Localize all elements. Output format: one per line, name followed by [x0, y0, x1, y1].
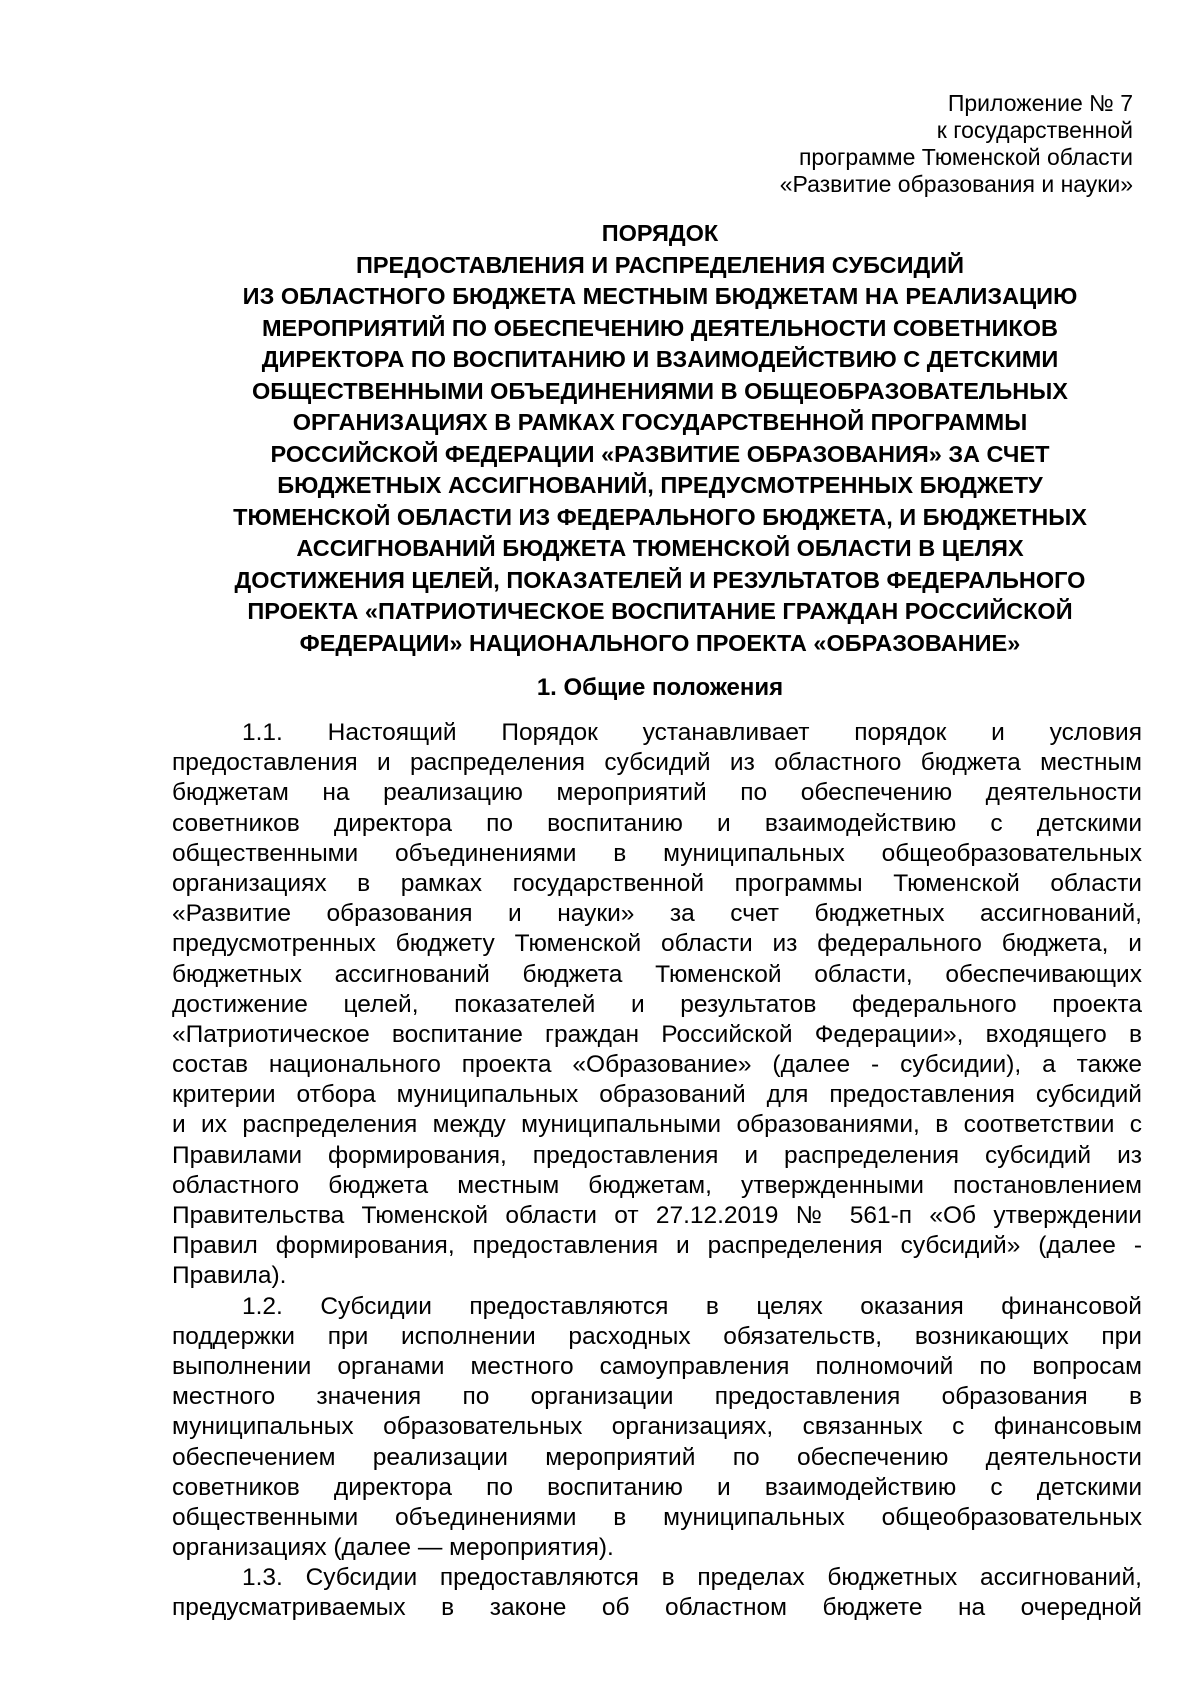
title-line: АССИГНОВАНИЙ БЮДЖЕТА ТЮМЕНСКОЙ ОБЛАСТИ В ЦЕЛЯХ — [296, 535, 1024, 561]
paragraph-line: выполнении органами местного самоуправления полномочий по вопросам — [172, 1352, 1142, 1380]
paragraph-line: бюджетных ассигнований бюджета Тюменской области, обеспечивающих — [172, 960, 1142, 988]
paragraph-line: Правилами формирования, предоставления и распределения субсидий из — [172, 1141, 1142, 1169]
title-line: ДИРЕКТОРА ПО ВОСПИТАНИЮ И ВЗАИМОДЕЙСТВИЮ С ДЕТСКИМИ — [261, 346, 1059, 372]
paragraph-line: 1.2. Субсидии предоставляются в целях оказания финансовой — [242, 1292, 1142, 1320]
paragraph-line: предусмотренных бюджету Тюменской области из федерального бюджета, и — [172, 930, 1142, 958]
title-line: ОБЩЕСТВЕННЫМИ ОБЪЕДИНЕНИЯМИ В ОБЩЕОБРАЗОВАТЕЛЬНЫХ — [252, 377, 1068, 404]
appendix-line: «Развитие образования и науки» — [779, 171, 1133, 197]
paragraph-line: Правила). — [172, 1262, 287, 1290]
paragraph-line: общественными объединениями в муниципальных общеобразовательных — [172, 1503, 1142, 1531]
paragraph-line: поддержки при исполнении расходных обязательств, возникающих при — [172, 1322, 1142, 1350]
title-line: ФЕДЕРАЦИИ» НАЦИОНАЛЬНОГО ПРОЕКТА «ОБРАЗОВАНИЕ» — [299, 629, 1021, 656]
paragraph-line: областного бюджета местным бюджетам, утвержденными постановлением — [172, 1171, 1142, 1199]
paragraph-line: 1.1. Настоящий Порядок устанавливает порядок и условия — [242, 719, 1142, 746]
paragraph-line: и их распределения между муниципальными образованиями, в соответствии с — [172, 1111, 1142, 1139]
paragraph-line: Правительства Тюменской области от 27.12.2019 № 561-п «Об утверждении — [172, 1202, 1142, 1229]
paragraph-line: Правил формирования, предоставления и распределения субсидий» (далее - — [172, 1232, 1142, 1260]
appendix-line: к государственной — [936, 117, 1133, 143]
title-line: ДОСТИЖЕНИЯ ЦЕЛЕЙ, ПОКАЗАТЕЛЕЙ И РЕЗУЛЬТАТОВ ФЕДЕРАЛЬНОГО — [234, 566, 1086, 593]
title-line: ПРОЕКТА «ПАТРИОТИЧЕСКОЕ ВОСПИТАНИЕ ГРАЖДАН РОССИЙСКОЙ — [247, 598, 1073, 624]
paragraph-line: организациях (далее — мероприятия). — [172, 1534, 614, 1562]
appendix-reference — [780, 90, 1133, 198]
paragraph-line: муниципальных образовательных организациях, связанных с финансовым — [172, 1413, 1142, 1441]
document-title — [130, 218, 1190, 659]
title-line: ПОРЯДОК — [601, 220, 719, 246]
title-line: РОССИЙСКОЙ ФЕДЕРАЦИИ «РАЗВИТИЕ ОБРАЗОВАНИЯ» ЗА СЧЕТ — [270, 440, 1050, 467]
paragraph-line: «Развитие образования и науки» за счет бюджетных ассигнований, — [172, 900, 1142, 928]
section-heading: 1. Общие положения — [536, 674, 784, 701]
paragraph-line: бюджетам на реализацию мероприятий по обеспечению деятельности — [172, 779, 1142, 807]
paragraph-line: советников директора по воспитанию и взаимодействию с детскими — [172, 1473, 1142, 1501]
paragraph-line: состав национального проекта «Образование» (далее - субсидии), а также — [172, 1051, 1142, 1079]
title-line: БЮДЖЕТНЫХ АССИГНОВАНИЙ, ПРЕДУСМОТРЕННЫХ БЮДЖЕТУ — [277, 472, 1043, 498]
paragraph — [172, 718, 1142, 1292]
paragraph — [172, 1292, 1142, 1564]
paragraph-line: предусматриваемых в законе об областном бюджете на очередной — [172, 1594, 1142, 1622]
appendix-line: программе Тюменской области — [798, 144, 1133, 170]
paragraph-line: 1.3. Субсидии предоставляются в пределах бюджетных ассигнований, — [242, 1564, 1142, 1592]
title-line: МЕРОПРИЯТИЙ ПО ОБЕСПЕЧЕНИЮ ДЕЯТЕЛЬНОСТИ СОВЕТНИКОВ — [261, 314, 1059, 341]
title-line: ПРЕДОСТАВЛЕНИЯ И РАСПРЕДЕЛЕНИЯ СУБСИДИЙ — [355, 251, 965, 278]
paragraph — [172, 1563, 1142, 1623]
paragraph-line: достижение целей, показателей и результатов федерального проекта — [172, 990, 1142, 1018]
paragraph-line: «Патриотическое воспитание граждан Российской Федерации», входящего в — [172, 1020, 1142, 1048]
paragraph-line: местного значения по организации предоставления образования в — [172, 1383, 1142, 1411]
paragraph-line: организациях в рамках государственной программы Тюменской области — [172, 869, 1142, 897]
paragraph-line: общественными объединениями в муниципальных общеобразовательных — [172, 839, 1142, 867]
title-line: ИЗ ОБЛАСТНОГО БЮДЖЕТА МЕСТНЫМ БЮДЖЕТАМ НА РЕАЛИЗАЦИЮ — [242, 283, 1078, 309]
paragraph-line: предоставления и распределения субсидий из областного бюджета местным — [172, 749, 1142, 777]
title-line: ТЮМЕНСКОЙ ОБЛАСТИ ИЗ ФЕДЕРАЛЬНОГО БЮДЖЕТА, И БЮДЖЕТНЫХ — [233, 503, 1087, 530]
appendix-line: Приложение № 7 — [947, 90, 1133, 116]
body-text — [172, 718, 1142, 1624]
paragraph-line: советников директора по воспитанию и взаимодействию с детскими — [172, 809, 1142, 837]
title-line: ОРГАНИЗАЦИЯХ В РАМКАХ ГОСУДАРСТВЕННОЙ ПРОГРАММЫ — [292, 409, 1028, 435]
paragraph-line: критерии отбора муниципальных образований для предоставления субсидий — [172, 1081, 1142, 1109]
paragraph-line: обеспечением реализации мероприятий по обеспечению деятельности — [172, 1443, 1142, 1471]
